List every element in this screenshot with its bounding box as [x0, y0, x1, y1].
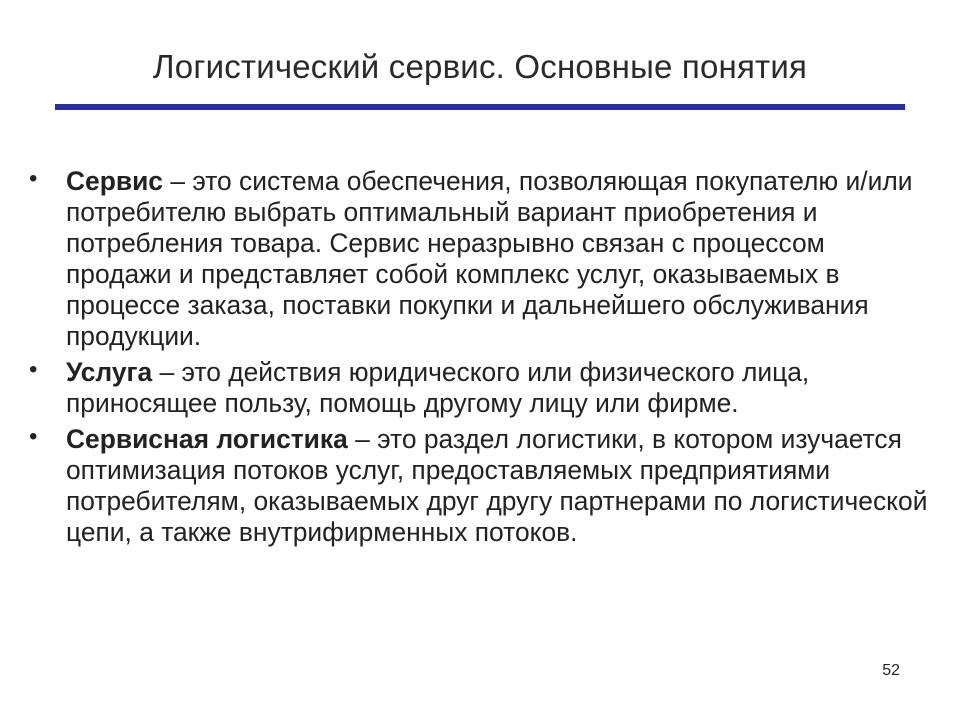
bullet-term: Сервисная логистика [66, 424, 348, 454]
bullet-definition: – это раздел логистики, в котором изучается оптимизация потоков услуг, предоставляемых предприятиями потребителям, оказываемых друг другу партнерами по логистической цепи, а также внутрифирменных потоков. [66, 424, 928, 547]
bullet-definition: – это система обеспечения, позволяющая покупателю и/или потребителю выбрать оптимальный вариант приобретения и потребления товара. Сервис неразрывно связан с процессом продажи и представляет собой комплекс услуг, оказываемых в процессе заказа, поставки покупки и дальнейшего обслуживания продукции. [66, 166, 913, 351]
bullet-item-service [28, 166, 928, 352]
bullet-list [28, 166, 928, 553]
bullet-term: Услуга [66, 357, 153, 387]
bullet-icon: • [29, 165, 38, 192]
bullet-term: Сервис [66, 166, 163, 196]
page-number: 52 [882, 662, 900, 679]
bullet-definition: – это действия юридического или физического лица, приносящее пользу, помощь другому лицу или фирме. [66, 357, 810, 418]
title-underline [55, 104, 905, 110]
bullet-icon: • [29, 356, 38, 383]
slide-title: Логистический сервис. Основные понятия [152, 48, 808, 85]
bullet-item-usluga [28, 357, 928, 419]
bullet-item-service-logistics [28, 424, 928, 548]
bullet-icon: • [29, 423, 38, 450]
